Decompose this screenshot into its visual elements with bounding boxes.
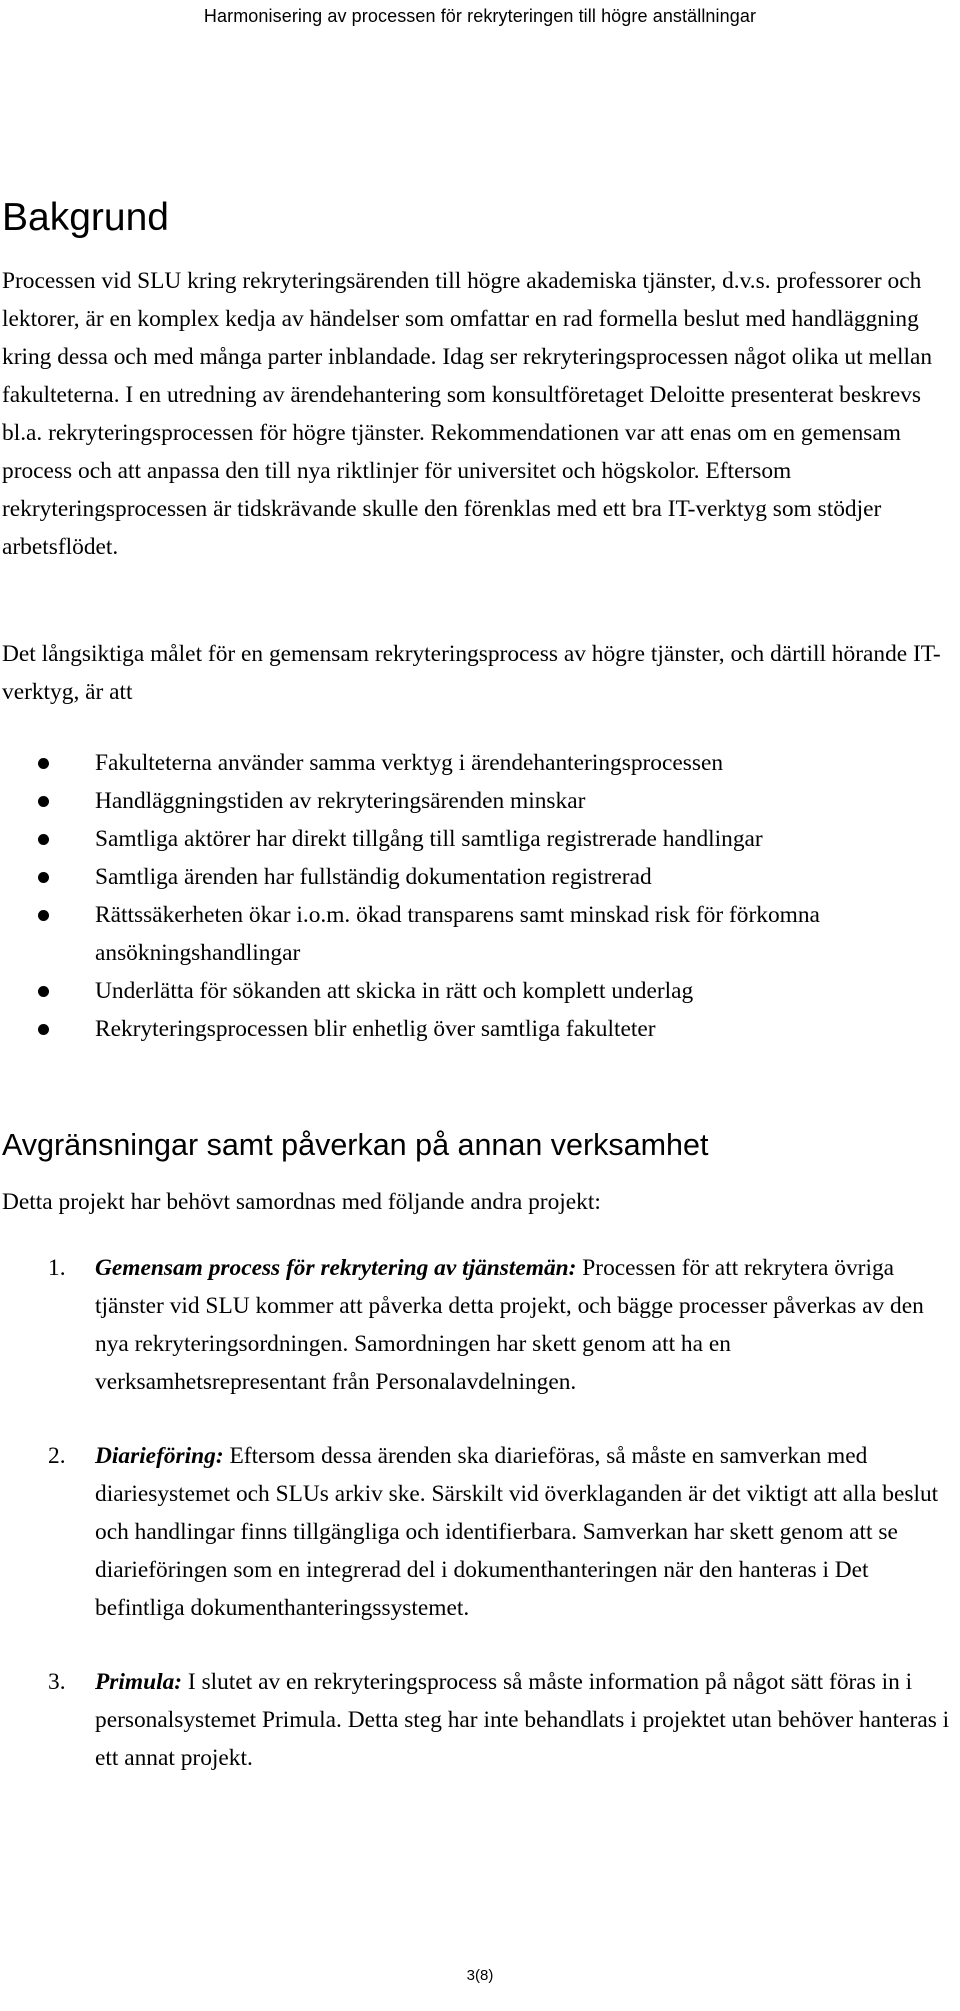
list-item [2,972,957,1010]
list-item-text: Fakulteterna använder samma verktyg i ärendehanteringsprocessen [95,750,724,776]
project-number: 3. [48,1669,66,1695]
bullet-icon [38,796,49,807]
background-paragraph-2: Det långsiktiga målet för en gemensam rekryteringsprocess av högre tjänster, och därtill hörande IT-verktyg, är att [2,641,941,705]
projects-list [2,1249,957,1813]
project-name: Gemensam process för rekrytering av tjänstemän: [95,1255,577,1281]
list-item [2,744,957,782]
list-item-text: Samtliga ärenden har fullständig dokumentation registrerad [95,864,652,890]
bullet-icon [38,910,49,921]
list-item [2,896,957,972]
bullet-icon [38,1024,49,1035]
bullet-icon [38,758,49,769]
list-item [2,858,957,896]
background-heading: Bakgrund [2,196,169,239]
list-item-text: Samtliga aktörer har direkt tillgång till samtliga registrerade handlingar [95,826,763,852]
page-number: 3(8) [466,1967,494,1984]
list-item [2,1010,957,1048]
scope-heading: Avgränsningar samt påverkan på annan verksamhet [2,1128,709,1162]
page-header: Harmonisering av processen för rekryteringen till högre anställningar [203,6,757,26]
background-paragraph-1: Processen vid SLU kring rekryteringsärenden till högre akademiska tjänster, d.v.s. professorer och lektorer, är en komplex kedja av händelser som omfattar en rad formella beslut med handläggning kring dessa och med många parter inblandade. Idag ser rekryteringsprocessen något olika ut mellan fakulteterna. I en utredning av ärendehantering som konsultföretaget Deloitte presenterat beskrevs bl.a. rekryteringsprocessen för högre tjänster. Rekommendationen var att enas om en gemensam process och att anpassa den till nya riktlinjer för universitet och högskolor. Eftersom rekryteringsprocessen är tidskrävande skulle den förenklas med ett bra IT-verktyg som stödjer arbetsflödet. [2,268,933,560]
scope-intro: Detta projekt har behövt samordnas med följande andra projekt: [2,1189,601,1215]
project-number: 1. [48,1255,66,1281]
bullet-icon [38,986,49,997]
goals-list [2,744,957,1048]
list-item-text: Rekryteringsprocessen blir enhetlig över samtliga fakulteter [95,1016,656,1042]
project-name: Diarieföring: [95,1443,224,1469]
project-text: I slutet av en rekryteringsprocess så måste information på något sätt föras in i personalsystemet Primula. Detta steg har inte behandlats i projektet utan behöver hanteras i ett annat projekt. [95,1669,950,1771]
project-text: Processen för att rekrytera övriga tjänster vid SLU kommer att påverka detta projekt, och bägge processer påverkas av den nya rekryteringsordningen. Samordningen har skett genom att ha en verksamhetsrepresentant från Personalavdelningen. [95,1255,924,1395]
list-item-text: Handläggningstiden av rekryteringsärenden minskar [95,788,586,814]
project-number: 2. [48,1443,66,1469]
bullet-icon [38,834,49,845]
project-name: Primula: [95,1669,183,1695]
project-item [2,1663,957,1777]
project-text: Eftersom dessa ärenden ska diarieföras, så måste en samverkan med diariesystemet och SLUs arkiv ske. Särskilt vid överklaganden är det viktigt att alla beslut och handlingar finns tillgängliga och identifierbara. Samverkan har skett genom att se diarieföringen som en integrerad del i dokumenthanteringen när den hanteras i Det befintliga dokumenthanteringssystemet. [95,1443,939,1621]
project-item [2,1437,957,1627]
list-item [2,820,957,858]
bullet-icon [38,872,49,883]
list-item-text: Underlätta för sökanden att skicka in rätt och komplett underlag [95,978,694,1004]
list-item-text: Rättssäkerheten ökar i.o.m. ökad transparens samt minskad risk för förkomna ansökningshandlingar [95,902,820,966]
project-item [2,1249,957,1401]
list-item [2,782,957,820]
